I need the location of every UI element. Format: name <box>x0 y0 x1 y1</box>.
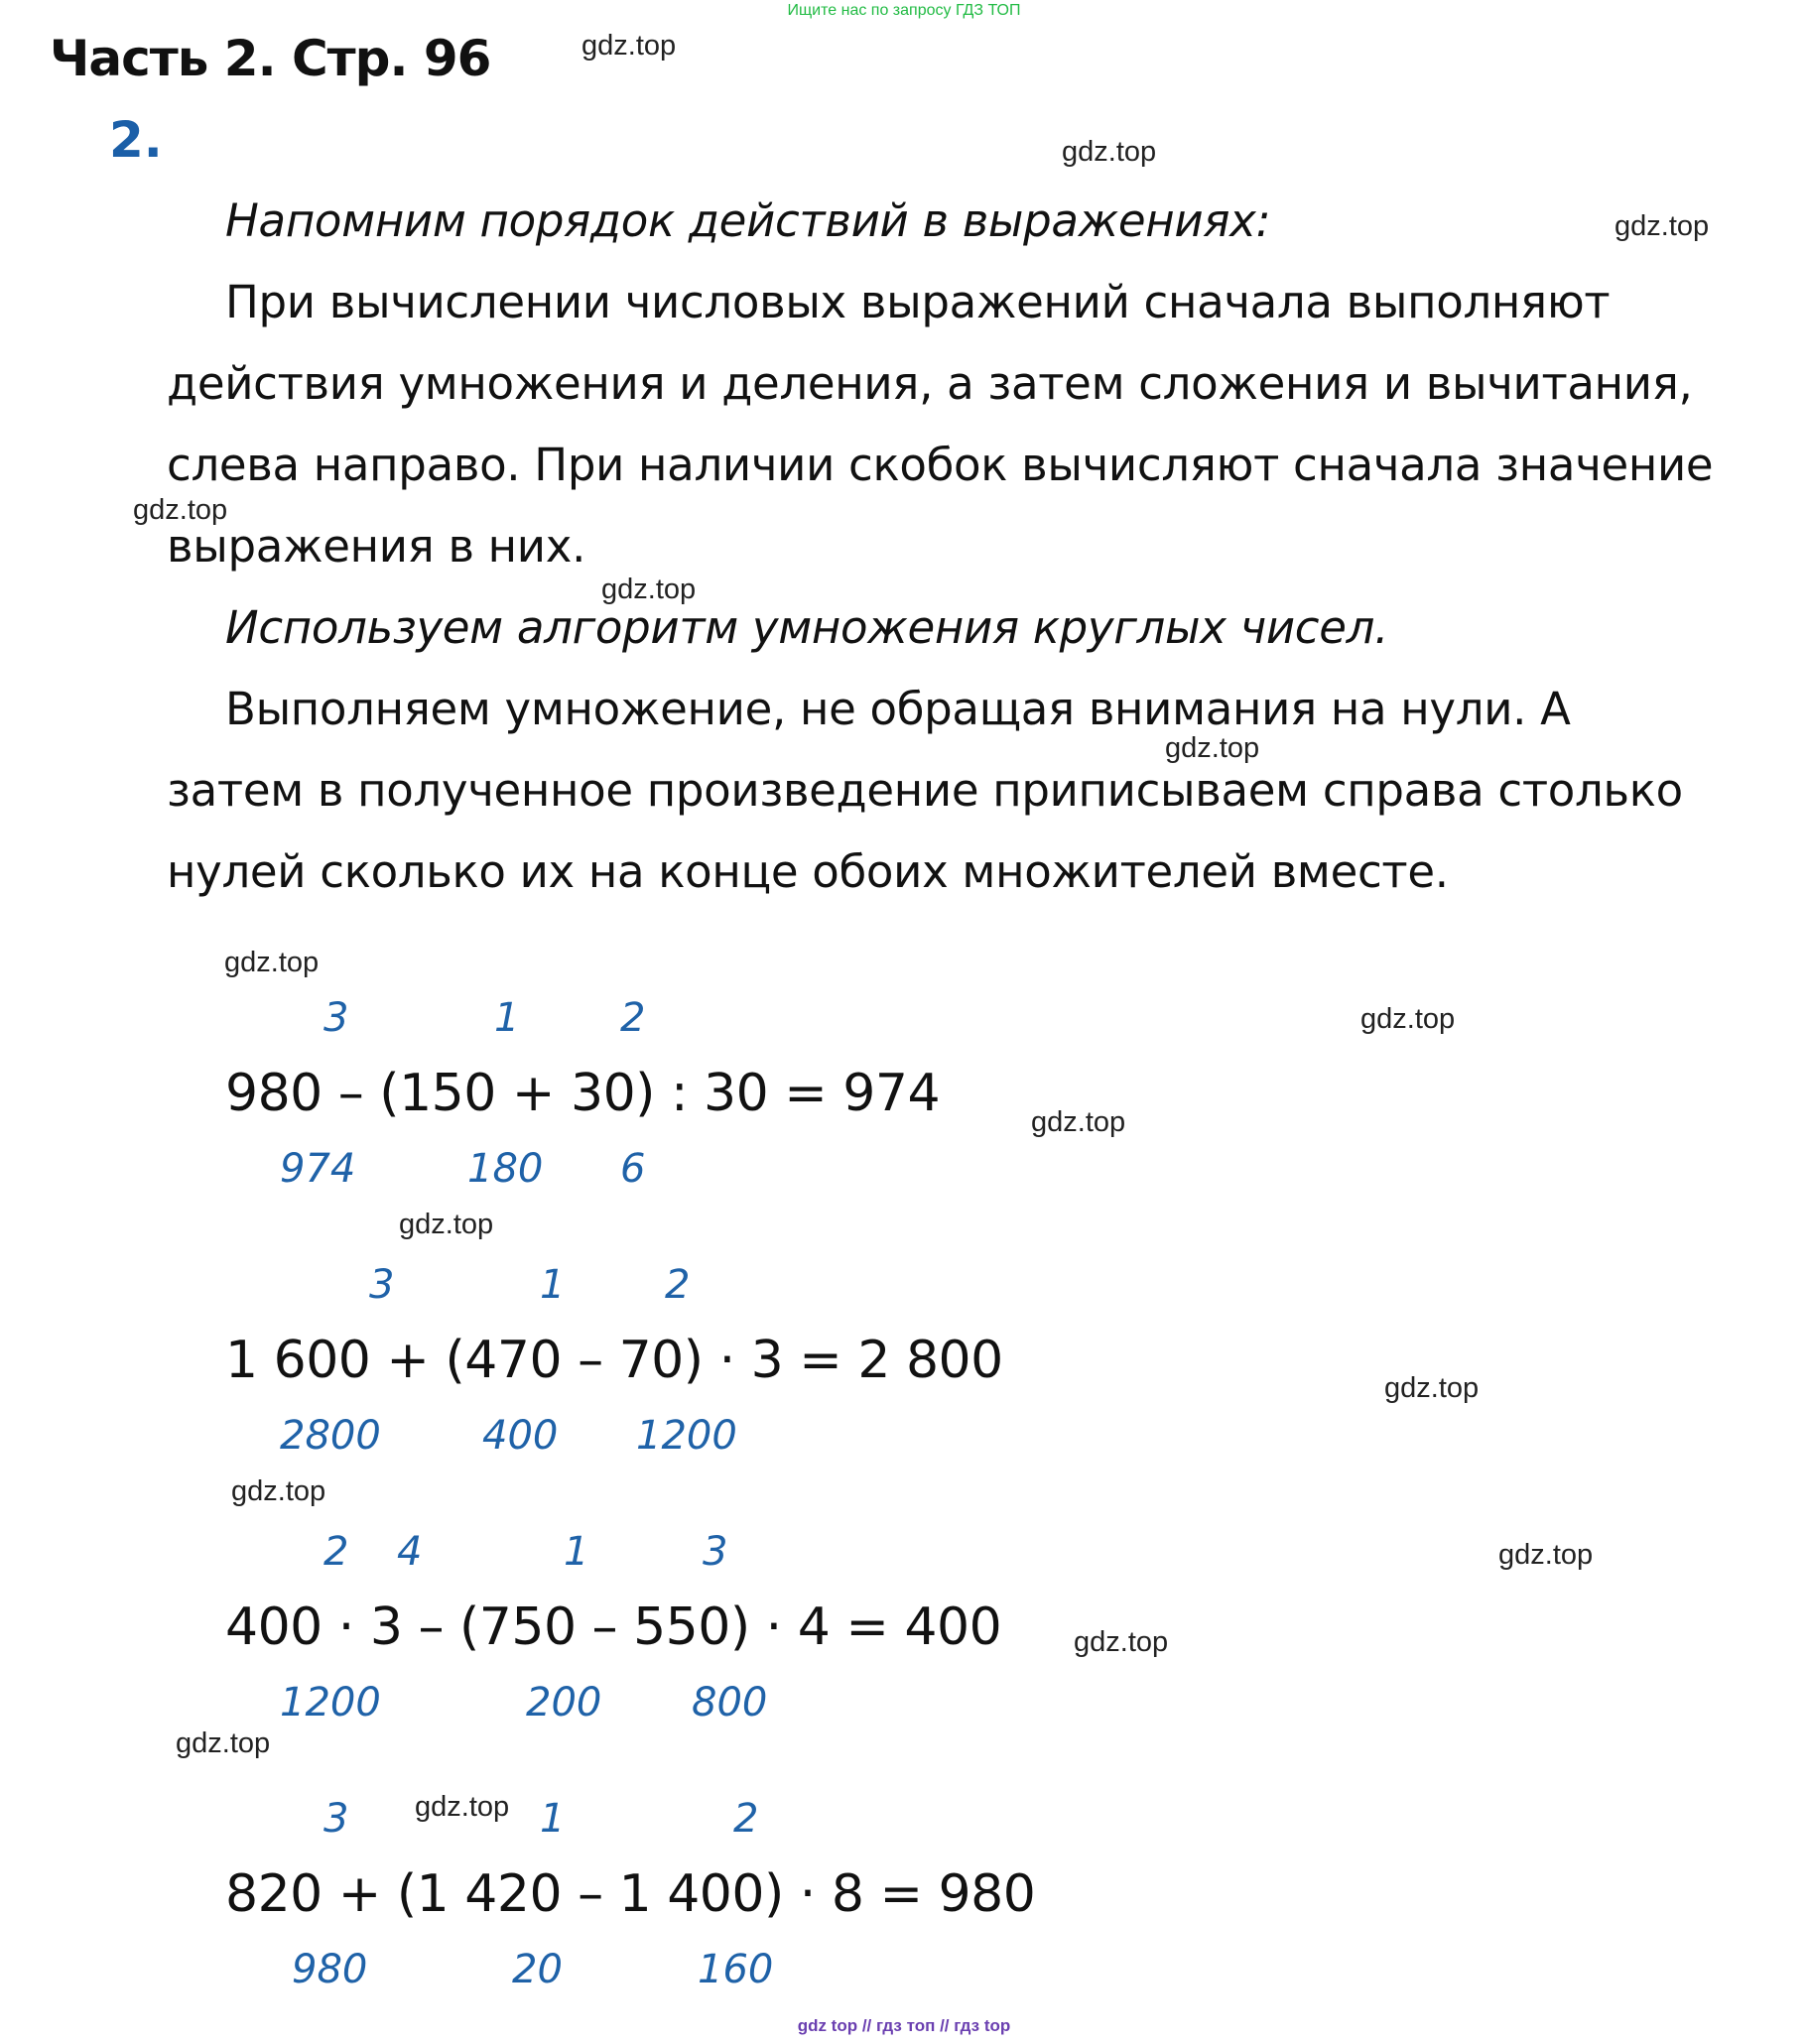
watermark: gdz.top <box>1031 1106 1126 1138</box>
watermark: gdz.top <box>1384 1372 1480 1404</box>
task-number: 2. <box>109 111 163 169</box>
order-number: 1 <box>540 1262 566 1308</box>
theory-line-1: Напомним порядок действий в выражениях: <box>225 194 1271 247</box>
watermark: gdz.top <box>1074 1626 1169 1658</box>
watermark: gdz.top <box>1614 210 1710 242</box>
step-result: 2800 <box>280 1413 381 1459</box>
watermark: gdz.top <box>133 494 228 526</box>
page-title: Часть 2. Стр. 96 <box>50 30 491 87</box>
theory-line-3: действия умножения и деления, а затем сложения и вычитания, <box>167 357 1693 410</box>
watermark: gdz.top <box>399 1209 494 1240</box>
theory-line-9: нулей сколько их на конце обоих множителей вместе. <box>167 845 1449 898</box>
step-result: 180 <box>467 1146 544 1192</box>
theory-line-8: затем в полученное произведение приписываем справа столько <box>167 764 1683 817</box>
watermark: gdz.top <box>415 1791 510 1823</box>
order-number: 1 <box>540 1796 566 1842</box>
expression: 980 – (150 + 30) : 30 = 974 <box>225 1064 941 1123</box>
order-number: 2 <box>620 995 646 1041</box>
watermark: gdz.top <box>1062 136 1157 168</box>
step-result: 200 <box>526 1680 602 1725</box>
order-number: 3 <box>323 1796 349 1842</box>
expression: 820 + (1 420 – 1 400) · 8 = 980 <box>225 1864 1036 1924</box>
order-number: 2 <box>733 1796 759 1842</box>
order-number: 1 <box>564 1529 589 1575</box>
order-number: 3 <box>703 1529 728 1575</box>
expression: 400 · 3 – (750 – 550) · 4 = 400 <box>225 1597 1002 1657</box>
order-number: 4 <box>397 1529 423 1575</box>
order-number: 3 <box>369 1262 395 1308</box>
theory-line-6: Используем алгоритм умножения круглых чисел. <box>225 601 1389 654</box>
step-result: 400 <box>482 1413 559 1459</box>
theory-line-7: Выполняем умножение, не обращая внимания на нули. А <box>225 683 1571 735</box>
step-result: 800 <box>692 1680 768 1725</box>
theory-line-2: При вычислении числовых выражений сначала выполняют <box>225 276 1611 328</box>
step-result: 974 <box>280 1146 356 1192</box>
watermark: gdz.top <box>1165 732 1260 764</box>
step-result: 6 <box>620 1146 646 1192</box>
order-number: 3 <box>323 995 349 1041</box>
step-result: 1200 <box>280 1680 381 1725</box>
step-result: 20 <box>512 1947 563 1992</box>
expression: 1 600 + (470 – 70) · 3 = 2 800 <box>225 1331 1003 1390</box>
theory-line-5: выражения в них. <box>167 520 586 573</box>
step-result: 160 <box>698 1947 774 1992</box>
watermark: gdz.top <box>224 947 320 978</box>
watermark: gdz.top <box>1498 1539 1594 1571</box>
watermark: gdz.top <box>176 1727 271 1759</box>
watermark: gdz.top <box>1360 1003 1456 1035</box>
watermark: gdz.top <box>601 574 697 605</box>
step-result: 1200 <box>636 1413 737 1459</box>
theory-line-4: слева направо. При наличии скобок вычисляют сначала значение <box>167 439 1714 491</box>
watermark: gdz.top <box>231 1475 326 1507</box>
order-number: 2 <box>665 1262 691 1308</box>
order-number: 1 <box>494 995 520 1041</box>
watermark: gdz.top <box>581 30 677 62</box>
order-number: 2 <box>323 1529 349 1575</box>
promo-banner-bottom: gdz top // гдз топ // гдз top <box>797 2016 1011 2035</box>
promo-banner-top: Ищите нас по запросу ГДЗ ТОП <box>787 2 1021 19</box>
step-result: 980 <box>292 1947 368 1992</box>
